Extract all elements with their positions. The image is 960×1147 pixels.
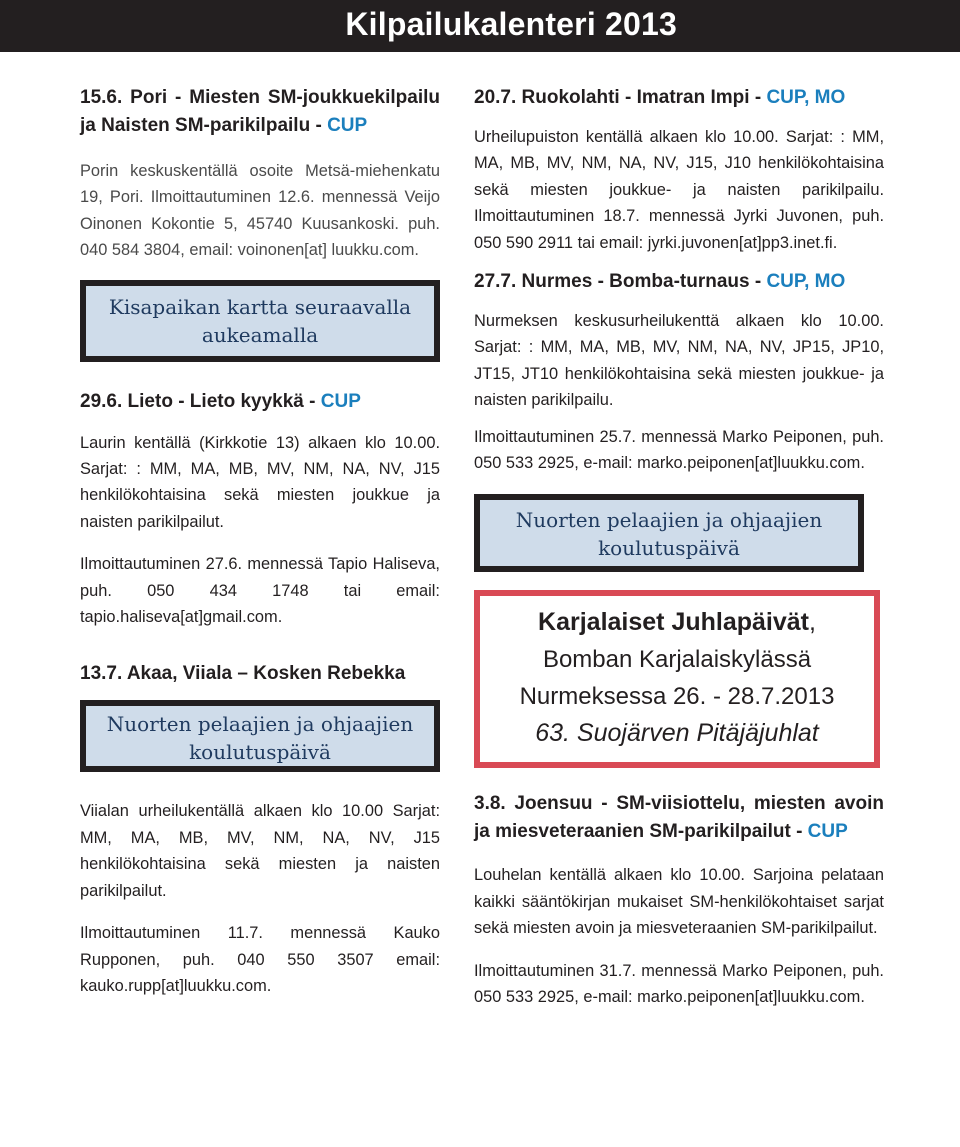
event-title-lieto	[80, 388, 440, 416]
event-contact-nurmes: Ilmoittautuminen 25.7. mennessä Marko Peiponen, puh. 050 533 2925, e-mail: marko.peiponen[at]luukku.com.	[474, 427, 884, 473]
training-day-line2: koulutuspäivä	[598, 536, 740, 561]
event-title-text: 3.8. Joensuu - SM-viisiottelu, miesten avoin ja miesveteraanien SM-parikilpailut -	[474, 793, 884, 843]
training-day-line1: Nuorten pelaajien ja ohjaajien	[106, 712, 414, 737]
event-title-text: 27.7. Nurmes - Bomba-turnaus -	[474, 271, 762, 293]
left-column	[80, 84, 440, 999]
event-body-akaa: Viialan urheilukentällä alkaen klo 10.00 Sarjat: MM, MA, MB, MV, NM, NA, NV, J15 henkilökohtaisina sekä miesten ja naisten parikilpailut.	[80, 802, 440, 900]
event-title-joensuu	[474, 790, 884, 846]
cup-tag: CUP	[320, 390, 361, 412]
page-title: Kilpailukalenteri 2013	[345, 6, 677, 42]
cup-tag: CUP, MO	[766, 271, 846, 293]
event-body-lieto: Laurin kentällä (Kirkkotie 13) alkaen klo 10.00. Sarjat: : MM, MA, MB, MV, NM, NA, NV, J15 henkilökohtaisina sekä miesten joukkue ja naisten parikilpailut.	[80, 433, 440, 531]
map-notice-box	[80, 280, 440, 362]
event-title-nurmes	[474, 268, 884, 296]
event-contact-lieto: Ilmoittautuminen 27.6. mennessä Tapio Haliseva, puh. 050 434 1748 tai email: tapio.haliseva[at]gmail.com.	[80, 555, 440, 627]
event-title-ruokolahti	[474, 84, 884, 112]
event-title-akaa	[80, 660, 440, 688]
training-day-line1: Nuorten pelaajien ja ohjaajien	[515, 508, 823, 533]
festival-line4: 63. Suojärven Pitäjäjuhlat	[535, 719, 819, 748]
festival-line3: Nurmeksessa 26. - 28.7.2013	[519, 683, 835, 711]
festival-comma: ,	[809, 608, 816, 637]
event-title-text: 20.7. Ruokolahti - Imatran Impi -	[474, 87, 762, 108]
festival-promo-box	[474, 590, 880, 768]
cup-tag: CUP, MO	[766, 87, 846, 108]
event-body-ruokolahti: Urheilupuiston kentällä alkaen klo 10.00. Sarjat: : MM, MA, MB, MV, NM, NA, NV, J15, J10 henkilökohtaisina sekä miesten joukkue- ja naisten parikilpailu. Ilmoittautuminen 18.7. mennessä Jyrki Juvonen, puh. 050 590 2911 tai email: jyrki.juvonen[at]pp3.inet.fi.	[474, 128, 884, 252]
right-column	[474, 84, 884, 1011]
event-body-joensuu: Louhelan kentällä alkaen klo 10.00. Sarjoina pelataan kaikki sääntökirjan mukaiset SM-henkilökohtaiset sarjat sekä miesten avoin ja miesveteraanien SM-parikilpailut.	[474, 866, 884, 938]
map-notice-line1: Kisapaikan kartta seuraavalla	[108, 294, 412, 319]
event-contact-joensuu: Ilmoittautuminen 31.7. mennessä Marko Peiponen, puh. 050 533 2925, e-mail: marko.peiponen[at]luukku.com.	[474, 961, 884, 1007]
event-body-nurmes: Nurmeksen keskusurheilukenttä alkaen klo 10.00. Sarjat: : MM, MA, MB, MV, NM, NA, NV, JP15, JP10, JT15, JT10 henkilökohtaisina sekä miesten joukkue- ja naisten parikilpailu.	[474, 312, 884, 410]
training-day-box-nurmes	[474, 494, 864, 572]
training-day-line2: koulutuspäivä	[189, 740, 331, 765]
event-title-text: 15.6. Pori - Miesten SM-joukkuekilpailu ja Naisten SM-parikilpailu -	[80, 87, 440, 136]
event-contact-akaa: Ilmoittautuminen 11.7. mennessä Kauko Rupponen, puh. 040 550 3507 email: kauko.rupp[at]luukku.com.	[80, 924, 440, 995]
header-bar	[0, 0, 960, 52]
festival-name: Karjalaiset Juhlapäivät	[538, 608, 809, 637]
event-title-pori	[80, 84, 440, 140]
event-body-pori: Porin keskuskentällä osoite Metsä-miehenkatu 19, Pori. Ilmoittautuminen 12.6. mennessä Veijo Oinonen Kokontie 5, 45740 Kuusankoski. puh. 040 584 3804, email: voinonen[at] luukku.com.	[80, 162, 440, 260]
map-notice-line2: aukeamalla	[201, 322, 319, 347]
event-title-text: 29.6. Lieto - Lieto kyykkä -	[80, 390, 316, 412]
event-title-text: 13.7. Akaa, Viiala – Kosken Rebekka	[80, 663, 406, 685]
cup-tag: CUP	[807, 821, 848, 843]
training-day-box	[80, 700, 440, 772]
festival-line2: Bomban Karjalaiskylässä	[542, 646, 812, 674]
cup-tag: CUP	[327, 115, 368, 136]
festival-line1	[480, 604, 874, 641]
